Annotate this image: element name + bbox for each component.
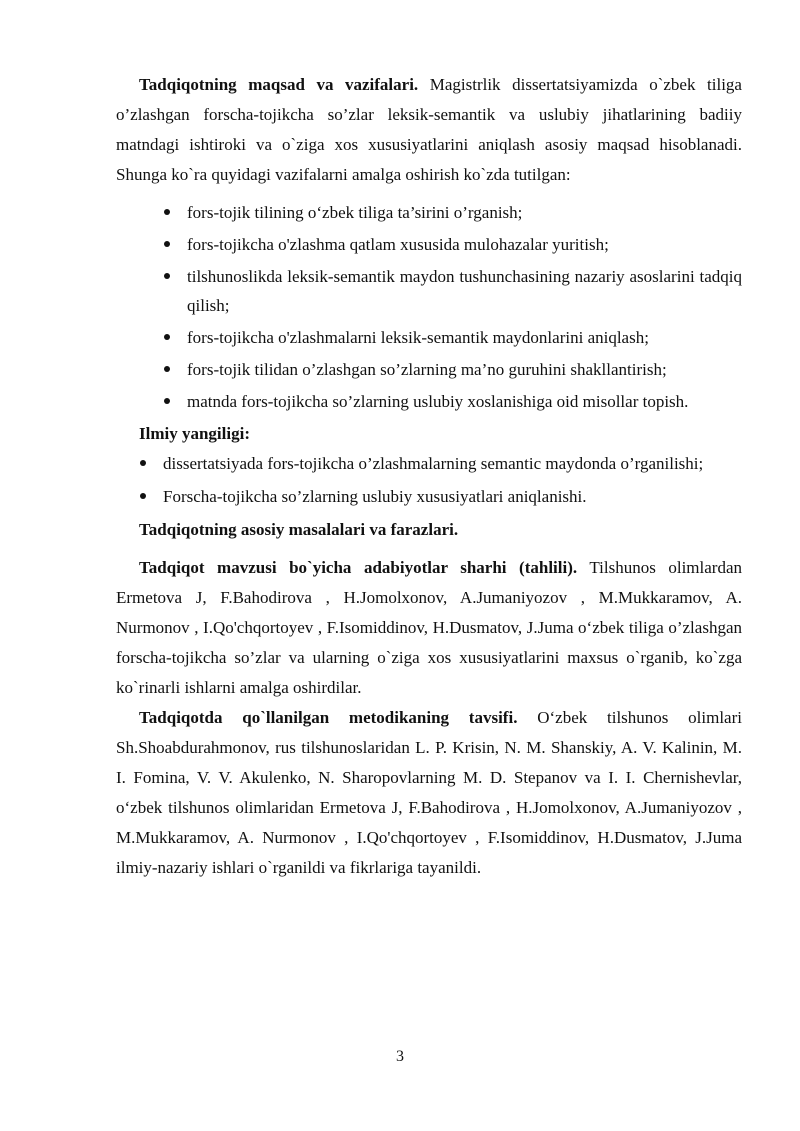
list-item-text: tilshunoslikda leksik-semantik maydon tushunchasining nazariy asoslarini tadqiq qilish; — [187, 267, 742, 315]
purpose-paragraph — [116, 70, 742, 190]
list-item-text: Forscha-tojikcha so’zlarning uslubiy xususiyatlari aniqlanishi. — [163, 487, 587, 506]
page-content — [116, 70, 742, 883]
bullet-icon — [164, 241, 170, 247]
methodology-heading: Tadqiqotda qo`llanilgan metodikaning tavsifi. — [139, 708, 518, 727]
list-item — [164, 198, 742, 227]
bullet-icon — [164, 334, 170, 340]
list-item — [140, 449, 742, 478]
bullet-icon — [164, 273, 170, 279]
page-number: 3 — [396, 1048, 404, 1065]
bullet-icon — [164, 366, 170, 372]
list-item-text: matnda fors-tojikcha so’zlarning uslubiy xoslanishiga oid misollar topish. — [187, 392, 689, 411]
bullet-icon — [164, 209, 170, 215]
literature-text: Tilshunos olimlardan Ermetova J, F.Bahodirova , H.Jomolxonov, A.Jumaniyozov , M.Mukkaramov, A. Nurmonov , I.Qo'chqortoyev , F.Isomiddinov, H.Dusmatov, J.Juma o‘zbek tiliga o’zlashgan forscha-tojikcha so’zlar va ularning o`ziga xos xususiyatlarini maxsus o`rganib, ko`zga ko`rinarli ishlarni amalga oshirdilar. — [116, 558, 742, 697]
novelty-list — [140, 449, 742, 511]
bullet-icon — [164, 398, 170, 404]
list-item-text: fors-tojik tilidan o’zlashgan so’zlarning ma’no guruhini shakllantirish; — [187, 360, 667, 379]
list-item — [164, 323, 742, 352]
purpose-text: Magistrlik dissertatsiyamizda o`zbek tiliga o’zlashgan forscha-tojikcha so’zlar leksik-semantik va uslubiy jihatlarining badiiy matndagi ishtiroki va o`ziga xos xususiyatlarini aniqlash asosiy maqsad hisoblanadi. Shunga ko`ra quyidagi vazifalarni amalga oshirish ko`zda tutilgan: — [116, 75, 742, 184]
bullet-icon — [140, 460, 146, 466]
list-item — [140, 482, 742, 511]
novelty-heading: Ilmiy yangiligi: — [139, 424, 250, 443]
list-item-text: fors-tojikcha o'zlashma qatlam xususida mulohazalar yuritish; — [187, 235, 609, 254]
bullet-icon — [140, 493, 146, 499]
literature-heading: Tadqiqot mavzusi bo`yicha adabiyotlar sharhi (tahlili). — [139, 558, 578, 577]
list-item — [164, 230, 742, 259]
list-item — [164, 387, 742, 416]
list-item-text: fors-tojikcha o'zlashmalarni leksik-semantik maydonlarini aniqlash; — [187, 328, 649, 347]
issues-heading: Tadqiqotning asosiy masalalari va farazlari. — [139, 520, 459, 539]
list-item-text: dissertatsiyada fors-tojikcha o’zlashmalarning semantic maydonda o’rganilishi; — [163, 454, 704, 473]
literature-paragraph — [116, 553, 742, 703]
methodology-paragraph — [116, 703, 742, 883]
list-item — [164, 355, 742, 384]
purpose-heading: Tadqiqotning maqsad va vazifalari. — [139, 75, 419, 94]
list-item — [164, 262, 742, 320]
tasks-list — [164, 198, 742, 416]
list-item-text: fors-tojik tilining o‘zbek tiliga ta’sirini o’rganish; — [187, 203, 523, 222]
methodology-text: O‘zbek tilshunos olimlari Sh.Shoabdurahmonov, rus tilshunoslaridan L. P. Krisin, N. M. Shanskiy, A. V. Kalinin, M. I. Fomina, V. V. Akulenko, N. Sharopovlarning M. D. Stepanov va I. I. Chernishevlar, o‘zbek tilshunos olimlaridan Ermetova J, F.Bahodirova , H.Jomolxonov, A.Jumaniyozov , M.Mukkaramov, A. Nurmonov , I.Qo'chqortoyev , F.Isomiddinov, H.Dusmatov, J.Juma ilmiy-nazariy ishlari o`rganildi va fikrlariga tayanildi. — [116, 708, 742, 877]
